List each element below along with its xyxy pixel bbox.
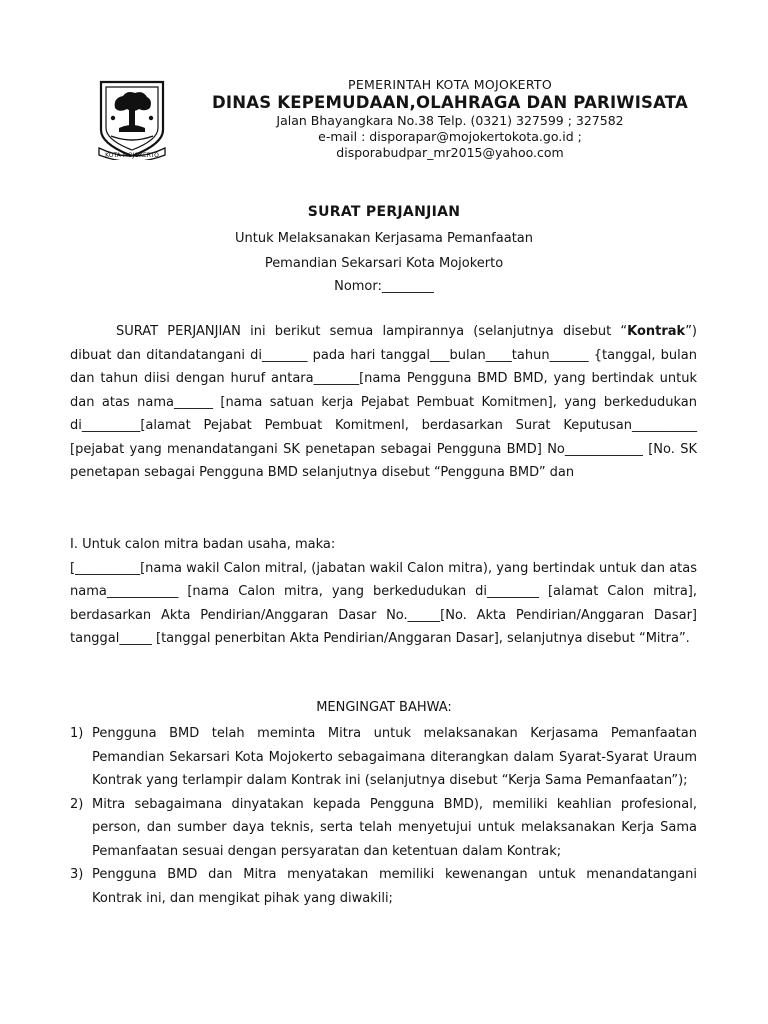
- list-item-number: 3): [70, 867, 84, 882]
- considerations-list: [70, 722, 697, 910]
- email-line-2: disporabudpar_mr2015@yahoo.com: [336, 145, 564, 160]
- government-name: PEMERINTAH KOTA MOJOKERTO: [348, 77, 552, 92]
- opening-text-1: SURAT PERJANJIAN ini berikut semua lampirannya (selanjutnya disebut “: [116, 324, 628, 339]
- list-item-text: Pengguna BMD telah meminta Mitra untuk melaksanakan Kerjasama Pemanfaatan Pemandian Sekarsari Kota Mojokerto sebagaimana diterangkan dalam Syarat-Syarat Uraum Kontrak yang terlampir dalam Kontrak ini (selanjutnya disebut “Kerja Sama Pemanfaatan”);: [92, 726, 697, 788]
- address-line: Jalan Bhayangkara No.38 Telp. (0321) 327599 ; 327582: [276, 113, 624, 128]
- list-item: [70, 863, 697, 910]
- document-subtitle-1: Untuk Melaksanakan Kerjasama Pemanfaatan: [234, 231, 533, 246]
- list-item-text: Pengguna BMD dan Mitra menyatakan memiliki kewenangan untuk menandatangani Kontrak ini, dan mengikat pihak yang diwakili;: [92, 867, 697, 906]
- list-item-text: Mitra sebagaimana dinyatakan kepada Pengguna BMD), memiliki keahlian profesional, person, dan sumber daya teknis, serta telah menyetujui untuk melaksanakan Kerja Sama Pemanfaatan sesuai dengan persyaratan dan ketentuan dalam Kontrak;: [92, 796, 697, 859]
- partner-section-label: I. Untuk calon mitra badan usaha, maka:: [70, 537, 336, 552]
- opening-paragraph: [70, 320, 697, 485]
- email-line-1: e-mail : disporapar@mojokertokota.go.id ;: [318, 129, 582, 144]
- list-item-number: 1): [70, 726, 84, 741]
- partner-section-text: [__________[nama wakil Calon mitral, (jabatan wakil Calon mitra), yang bertindak untuk dan atas nama___________ [nama Calon mitra, yang berkedudukan di________ [alamat Calon mitra], berdasarkan Akta Pendirian/Anggaran Dasar No._____[No. Akta Pendirian/Anggaran Dasar] tanggal_____ [tanggal penerbitan Akta Pendirian/Anggaran Dasar], selanjutnya disebut “Mitra”.: [70, 560, 697, 646]
- list-item-number: 2): [70, 796, 84, 812]
- partner-paragraph: [70, 533, 697, 651]
- document-title: SURAT PERJANJIAN: [307, 204, 461, 220]
- department-name: DINAS KEPEMUDAAN,OLAHRAGA DAN PARIWISATA: [212, 93, 688, 112]
- considerations-heading: MENGINGAT BAHWA:: [316, 700, 452, 715]
- list-item: [70, 722, 697, 793]
- document-subtitle-2: Pemandian Sekarsari Kota Mojokerto: [264, 256, 504, 271]
- city-emblem-logo: [95, 78, 169, 160]
- document-number: Nomor:________: [334, 279, 434, 294]
- contract-term: Kontrak: [627, 324, 686, 339]
- svg-text:KOTA MOJOKERTO: KOTA MOJOKERTO: [105, 152, 159, 159]
- opening-text-2: ”) dibuat dan ditandatangani di_______ pada hari tanggal___bulan____tahun______ {tanggal, bulan dan tahun diisi dengan huruf antara_______[nama Pengguna BMD BMD, yang bertindak untuk dan atas nama______ [nama satuan kerja Pejabat Pembuat Komitmen], yang berkedudukan di_________[alamat Pejabat Pembuat Komitmenl, berdasarkan Surat Keputusan__________ [pejabat yang menandatangani SK penetapan sebagai Pengguna BMD] No____________ [No. SK penetapan sebagai Pengguna BMD selanjutnya disebut “Pengguna BMD” dan: [70, 324, 697, 480]
- list-item: [70, 793, 697, 864]
